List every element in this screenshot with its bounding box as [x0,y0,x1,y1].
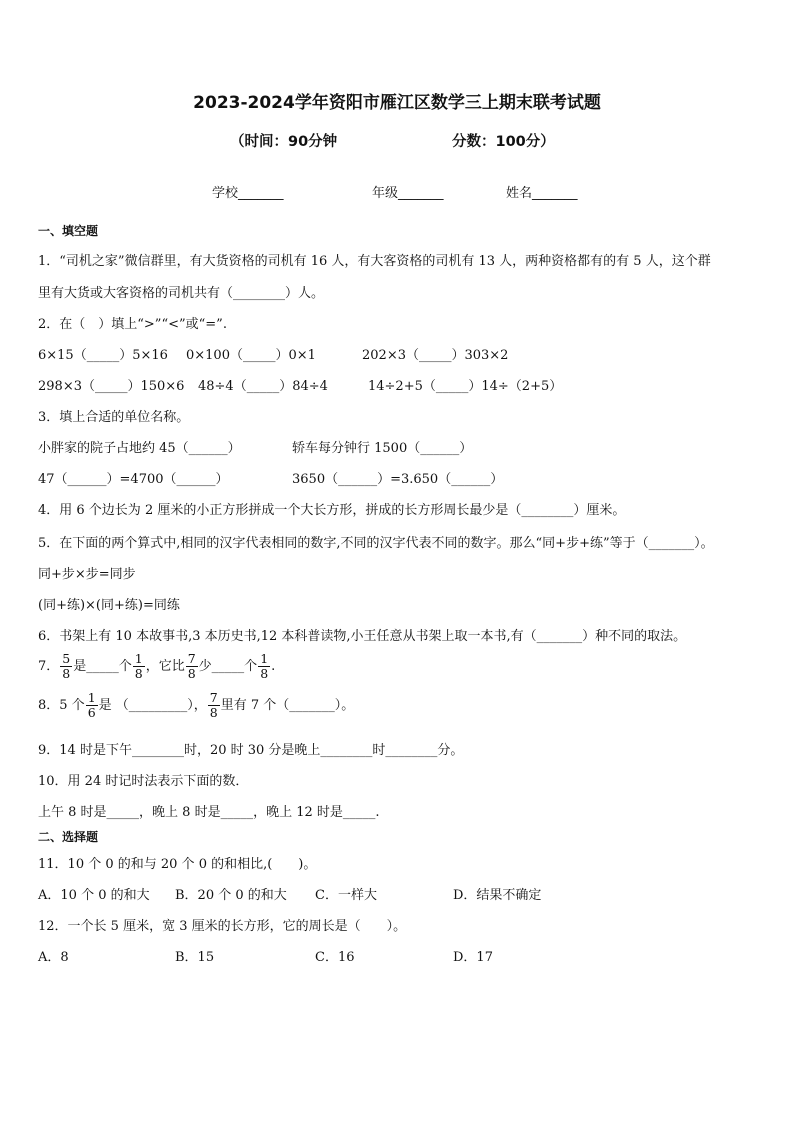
q12-stem: 12．一个长 5 厘米，宽 3 厘米的长方形，它的周长是（ ）。 [38,919,407,934]
numerator: 1 [260,651,269,666]
q11-option: D．结果不确定 [453,888,542,903]
fraction [133,652,145,681]
q2-item: 0×100（_____）0×1 [186,348,316,363]
section-title-fill-blank: 一、填空题 [38,224,99,238]
numerator: 7 [187,651,196,666]
q8-text: 是 （_________）， [98,698,207,713]
q11-option: C．一样大 [315,888,377,903]
q12-option: C．16 [315,950,355,965]
q2-item: 202×3（_____）303×2 [362,348,509,363]
exam-score: 分数：100分） [452,134,555,150]
q9-text: 9．14 时是下午________时，20 时 30 分是晚上________时________分。 [38,743,464,758]
q2-item: 14÷2+5（_____）14÷（2+5） [368,379,563,394]
q3-item: 3650（______）=3.650（______） [292,472,504,487]
q7-text: 少_____个 [198,659,258,674]
q1-line1: 1．“司机之家”微信群里，有大货资格的司机有 16 人，有大客资格的司机有 13 人，两种资格都有的有 5 人，这个群 [38,254,711,269]
section-title-choice: 二、选择题 [38,830,99,844]
q7-text: . [271,659,276,674]
numerator: 7 [209,690,218,705]
exam-time: （时间：90分钟 [230,134,338,150]
q10-stem: 10．用 24 时记时法表示下面的数． [38,774,249,789]
q3-item: 47（______）=4700（______） [38,472,229,487]
q3-item: 小胖家的院子占地约 45（______） [38,441,241,456]
page-title: 2023-2024学年资阳市雁江区数学三上期末联考试题 [193,93,601,113]
numerator: 1 [134,651,143,666]
q5-line1: 5．在下面的两个算式中,相同的汉字代表相同的数字,不同的汉字代表不同的数字。那么“同+步+练”等于（_______）。 [38,536,714,551]
q3-stem: 3．填上合适的单位名称。 [38,410,190,425]
denominator: 8 [134,666,143,681]
grade-field: 年级_______ [372,186,444,201]
q8-text: 里有 7 个（_______）。 [220,698,355,713]
fraction [186,652,198,681]
q7-text: ，它比 [145,659,185,674]
denominator: 8 [187,666,196,681]
fraction [86,691,98,720]
q8 [38,691,354,720]
school-field: 学校_______ [212,186,284,201]
q2-item: 48÷4（_____）84÷4 [198,379,328,394]
q11-stem: 11．10 个 0 的和与 20 个 0 的和相比,( )。 [38,857,317,872]
q12-option: D．17 [453,950,493,965]
fraction [60,652,72,681]
name-field: 姓名_______ [506,186,578,201]
denominator: 6 [87,705,96,720]
q1-line2: 里有大货或大客资格的司机共有（________）人。 [38,286,325,301]
q8-text: 8．5 个 [38,698,85,713]
q10-line2: 上午 8 时是_____，晚上 8 时是_____，晚上 12 时是_____. [38,805,380,820]
denominator: 8 [62,666,71,681]
q5-line2: 同+步×步=同步 [38,567,136,582]
q7 [38,652,275,681]
q6-text: 6．书架上有 10 本故事书,3 本历史书,12 本科普读物,小王任意从书架上取一本书,有（_______）种不同的取法。 [38,629,687,644]
denominator: 8 [209,705,218,720]
q2-stem: 2．在（ ）填上“>”“<”或“=”. [38,317,227,332]
q12-option: A．8 [38,950,69,965]
numerator: 1 [87,690,96,705]
q2-item: 298×3（_____）150×6 [38,379,185,394]
numerator: 5 [62,651,71,666]
q7-number: 7． [38,659,60,674]
q11-option: A．10 个 0 的和大 [38,888,150,903]
q5-line3: (同+练)×(同+练)=同练 [38,598,180,613]
q4-text: 4．用 6 个边长为 2 厘米的小正方形拼成一个大长方形，拼成的长方形周长最少是（________）厘米。 [38,503,626,518]
denominator: 8 [260,666,269,681]
q11-option: B．20 个 0 的和大 [175,888,287,903]
fraction [258,652,270,681]
q2-item: 6×15（_____）5×16 [38,348,168,363]
q12-option: B．15 [175,950,215,965]
fraction [208,691,220,720]
q7-text: 是_____个 [73,659,132,674]
q3-item: 轿车每分钟行 1500（______） [292,441,473,456]
